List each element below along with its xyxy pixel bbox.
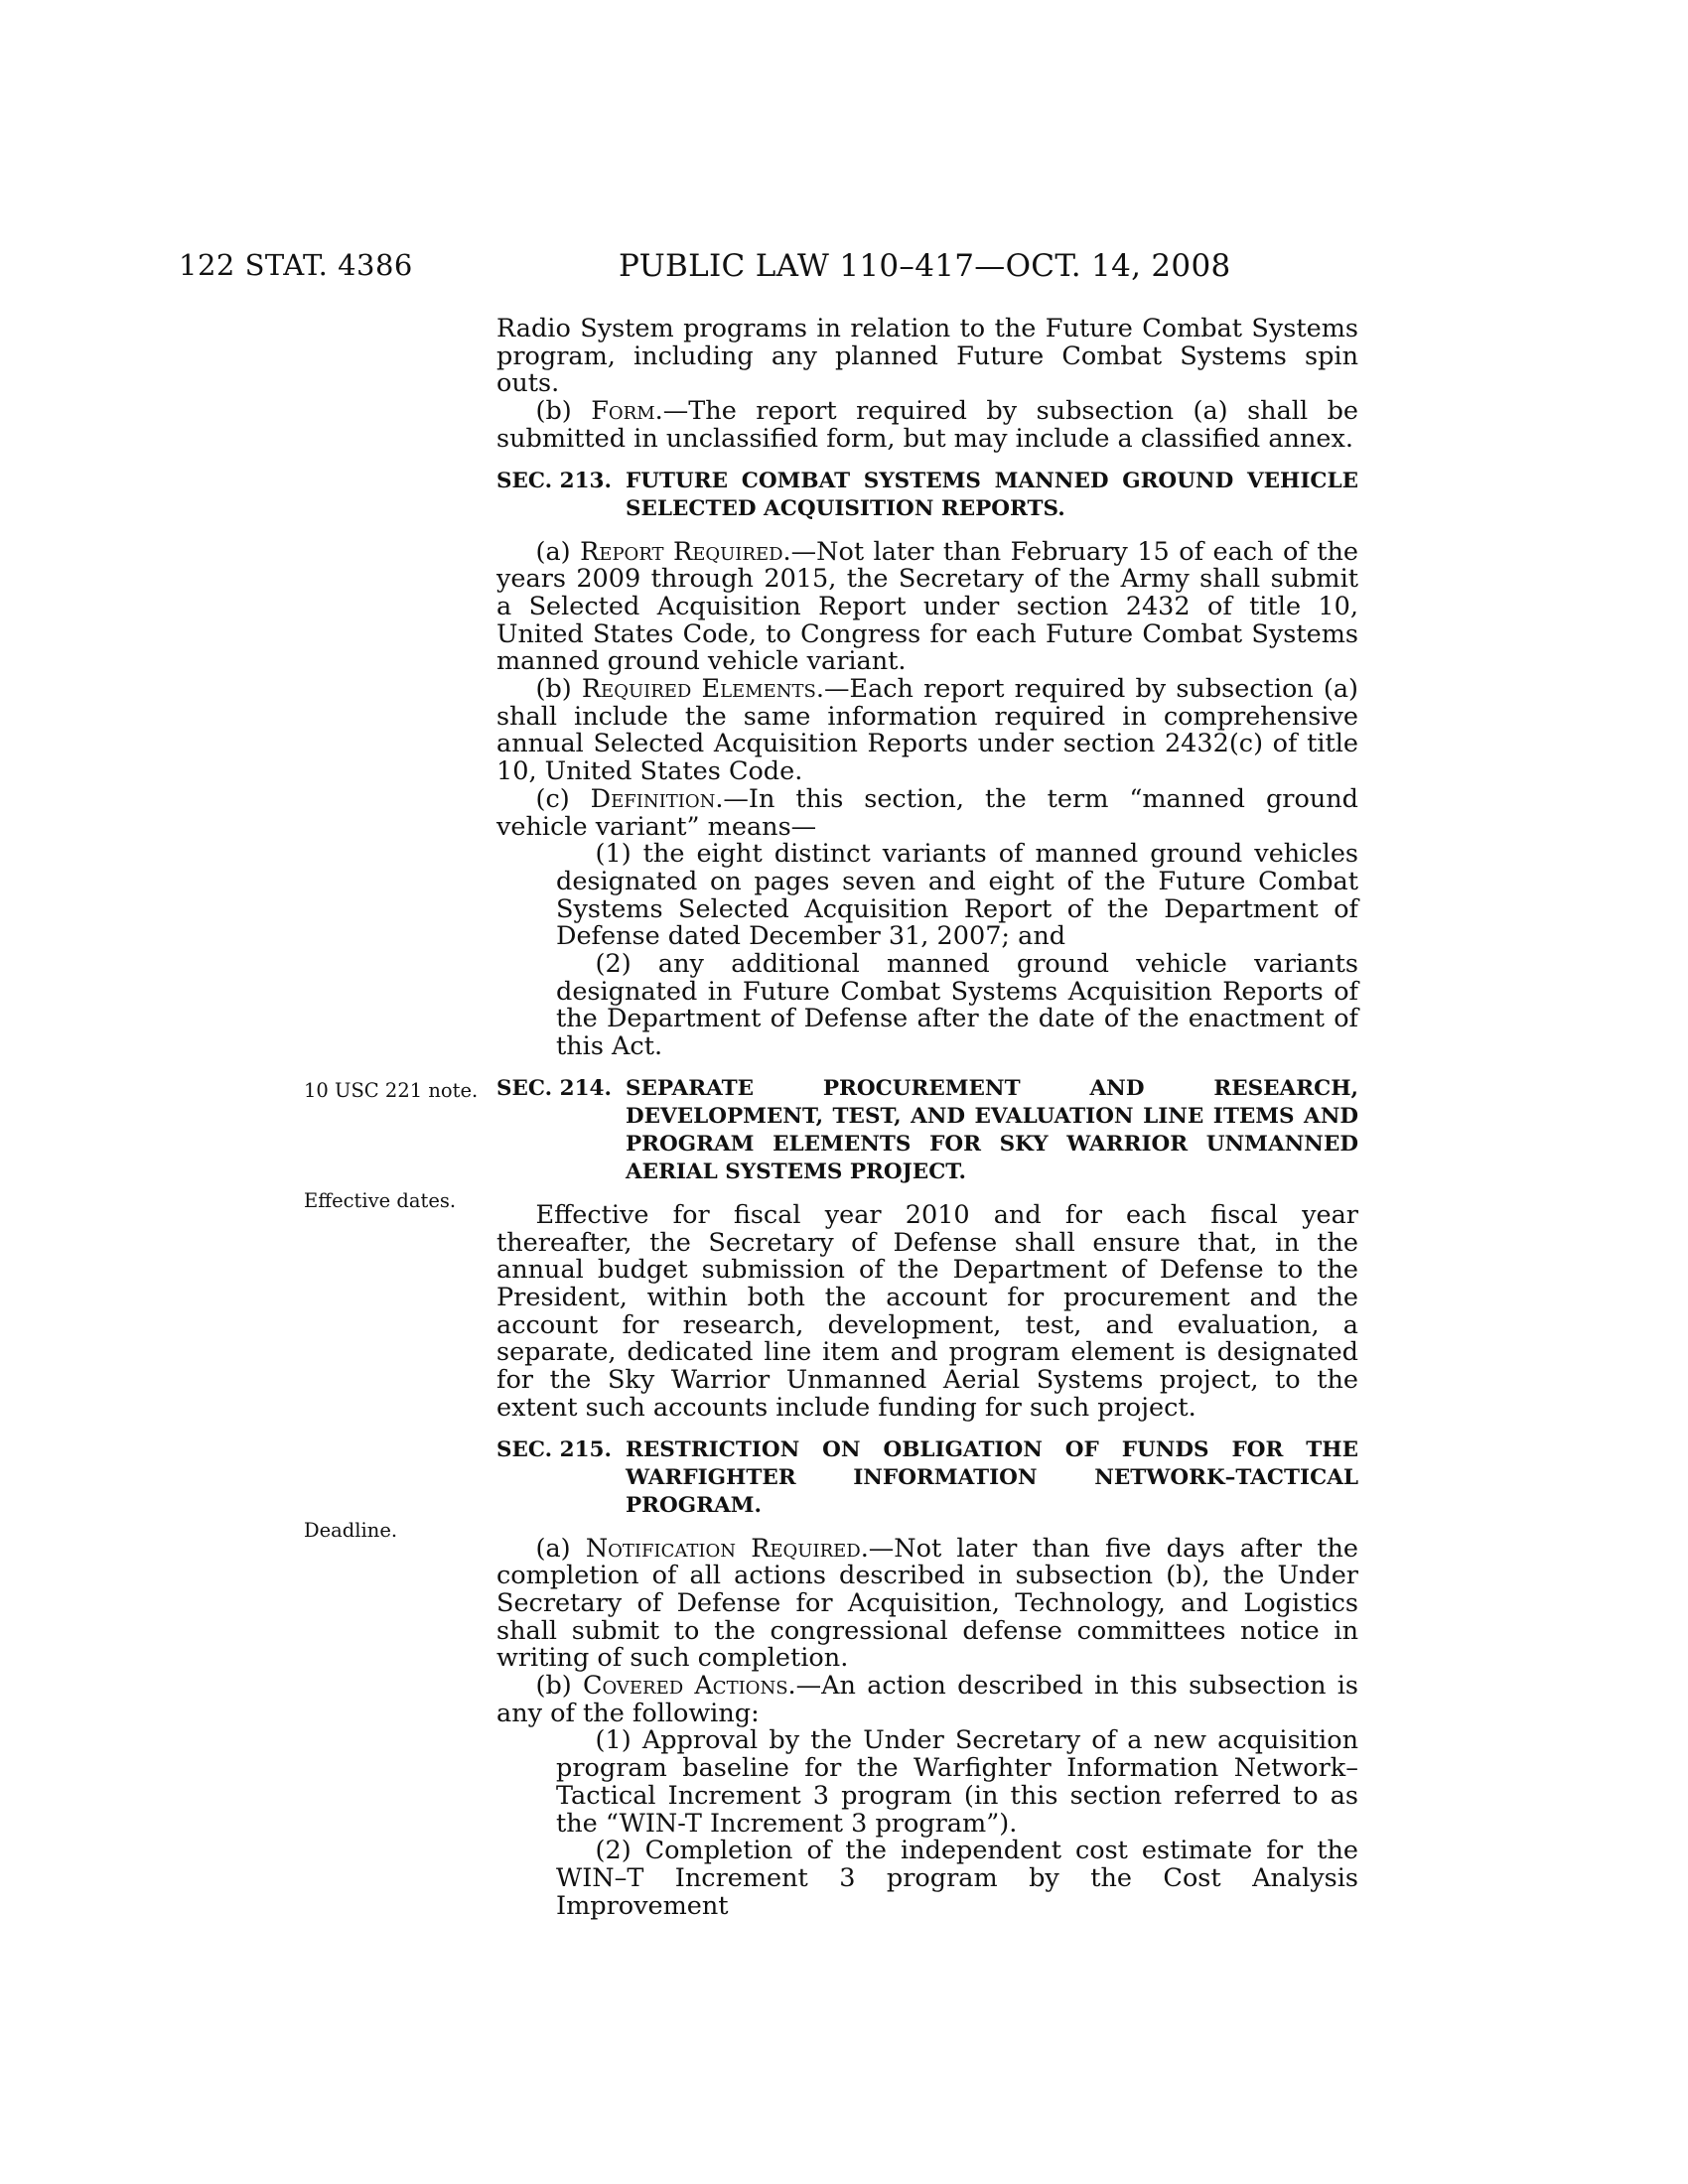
section-213-heading: SEC. 213. FUTURE COMBAT SYSTEMS MANNED GROUND VEHICLE SELECTED ACQUISITION REPORTS.	[496, 468, 1358, 521]
subsection-form: (b) Form.—The report required by subsection (a) shall be submitted in unclassified form, but may include a classified annex.	[496, 396, 1358, 454]
page-header-title: PUBLIC LAW 110–417—OCT. 14, 2008	[619, 248, 1231, 284]
sec213-item-1: (1) the eight distinct variants of manned ground vehicles designated on pages seven and eight of the Future Combat Systems Selected Acquisition Report of the Department of Defense dated December 31, 2007; and	[556, 839, 1358, 952]
statute-page-number: 122 STAT. 4386	[179, 248, 413, 282]
sec215-subsection-a: (a) Notification Required.—Not later than five days after the completion of all actions described in subsection (b), the Under Secretary of Defense for Acquisition, Technology, and Logistics shall submit to the congressional defense committees notice in writing of such completion.	[496, 1533, 1358, 1674]
main-text-column	[496, 316, 1358, 1920]
section-214-heading: SEC. 214. SEPARATE PROCUREMENT AND RESEARCH, DEVELOPMENT, TEST, AND EVALUATION LINE ITEMS AND PROGRAM ELEMENTS FOR SKY WARRIOR UNMANNED AERIAL SYSTEMS PROJECT.	[496, 1075, 1358, 1184]
margin-note-deadline: Deadline.	[304, 1519, 398, 1542]
sec213-subsection-a: (a) Report Required.—Not later than February 15 of each of the years 2009 through 2015, the Secretary of the Army shall submit a Selected Acquisition Report under section 2432 of title 10, United States Code, to Congress for each Future Combat Systems manned ground vehicle variant.	[496, 536, 1358, 677]
sec213-item-2: (2) any additional manned ground vehicle variants designated in Future Combat Systems Acquisition Reports of the Department of Defense after the date of the enactment of this Act.	[556, 949, 1358, 1062]
section-215-heading: SEC. 215. RESTRICTION ON OBLIGATION OF FUNDS FOR THE WARFIGHTER INFORMATION NETWORK–TACTICAL PROGRAM.	[496, 1436, 1358, 1518]
sec215-item-1: (1) Approval by the Under Secretary of a new acquisition program baseline for the Warfighter Information Network–Tactical Increment 3 program (in this section referred to as the “WIN-T Increment 3 program”).	[556, 1725, 1358, 1839]
sec215-item-2: (2) Completion of the independent cost estimate for the WIN–T Increment 3 program by the Cost Analysis Improvement	[556, 1836, 1358, 1921]
continuation-paragraph: Radio System programs in relation to the Future Combat Systems program, including any planned Future Combat Systems spin outs.	[496, 314, 1358, 399]
sec215-subsection-b: (b) Covered Actions.—An action described in this subsection is any of the following:	[496, 1671, 1358, 1728]
sec213-subsection-b: (b) Required Elements.—Each report required by subsection (a) shall include the same information required in comprehensive annual Selected Acquisition Reports under section 2432(c) of title 10, United States Code.	[496, 674, 1359, 787]
margin-note-usc: 10 USC 221 note.	[304, 1079, 479, 1102]
sec213-subsection-c: (c) Definition.—In this section, the term “manned ground vehicle variant” means—	[496, 783, 1358, 842]
margin-note-effective-dates: Effective dates.	[304, 1189, 457, 1212]
sec214-text: Effective for fiscal year 2010 and for each fiscal year thereafter, the Secretary of Defense shall ensure that, in the annual budget submission of the Department of Defense to the President, within both the account for procurement and the account for research, development, test, and evaluation, a separate, dedicated line item and program element is designated for the Sky Warrior Unmanned Aerial Systems project, to the extent such accounts include funding for such project.	[496, 1199, 1358, 1423]
